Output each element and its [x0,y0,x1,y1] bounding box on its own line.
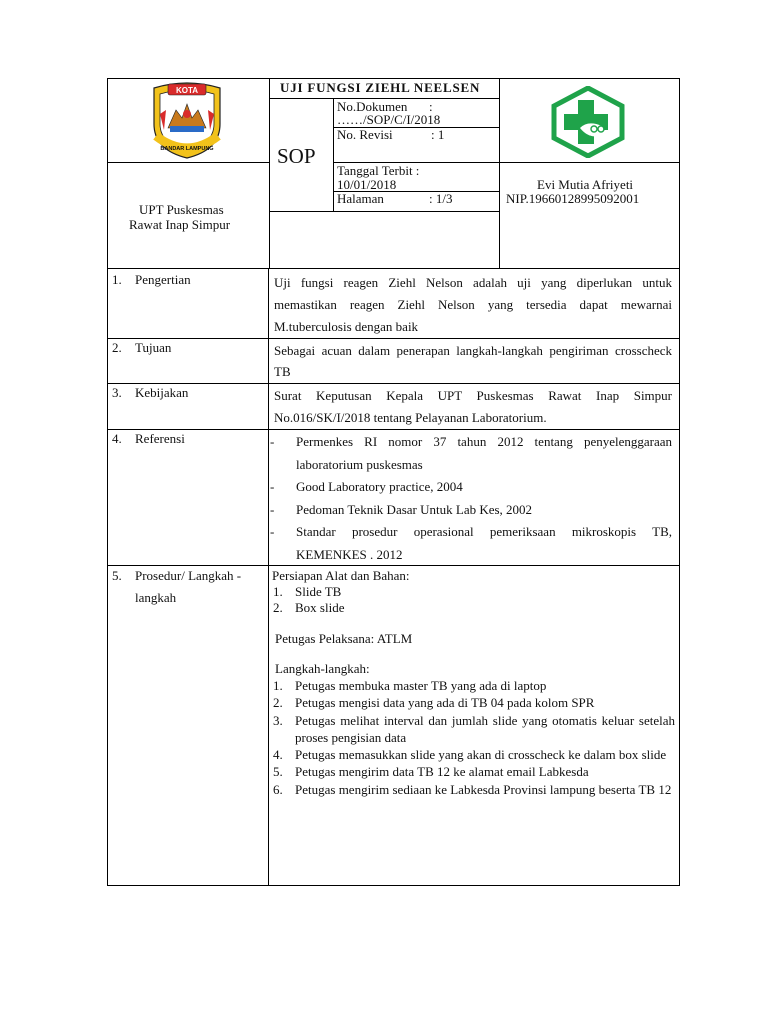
row-3-number: 3. [112,385,122,400]
table-border-top [107,78,680,79]
petugas-pelaksana: Petugas Pelaksana: ATLM [275,631,413,646]
row-4-label: Referensi [135,431,185,446]
row-1-label: Pengertian [135,272,191,287]
row-5-label-line1: Prosedur/ Langkah - [135,568,242,583]
revisi-label: No. Revisi [337,127,393,142]
list-item: - Permenkes RI nomor 37 tahun 2012 tentang penyelenggaraan laboratorium puskesmas [270,434,672,472]
logo-right-divider [499,162,679,163]
list-item: 6. Petugas mengirim sediaan ke Labkesda Provinsi lampung beserta TB 12 [273,781,672,797]
body-column-divider [268,268,269,886]
row-5-number: 5. [112,568,122,583]
row-2-number: 2. [112,340,122,355]
row-1-number: 1. [112,272,122,287]
row-3-label: Kebijakan [135,385,189,400]
list-item: 5. Petugas mengirim data TB 12 ke alamat email Labkesda [273,764,589,780]
puskesmas-logo [550,86,626,158]
header-divider-1 [269,78,270,269]
list-item: - Pedoman Teknik Dasar Untuk Lab Kes, 2002 [270,501,533,517]
steps-title: Langkah-langkah: [275,661,370,676]
table-border-left [107,78,108,886]
header-divider-2 [499,78,500,269]
signer-name: Evi Mutia Afriyeti [537,177,634,192]
org-name-line2: Rawat Inap Simpur [129,217,231,232]
row-1-bottom [107,338,680,339]
doc-no-value: ……/SOP/C/I/2018 [337,112,441,127]
doc-no-sep: : [429,99,433,114]
list-item: 2. Box slide [273,600,345,615]
list-item: 4. Petugas memasukkan slide yang akan di crosscheck ke dalam box slide [273,747,667,763]
row-2-bottom [107,383,680,384]
table-border-bottom [107,885,680,886]
reference-list [270,431,672,566]
halaman-underline [269,211,500,212]
row-4-number: 4. [112,431,122,446]
list-item: 3. Petugas melihat interval dan jumlah slide yang otomatis keluar setelah proses pengisian data [273,712,675,745]
logo-bandar-lampung-text: BANDAR LAMPUNG [160,146,214,152]
org-name-line1: UPT Puskesmas [139,202,224,217]
table-border-right [679,78,680,886]
list-item: 2. Petugas mengisi data yang ada di TB 04 pada kolom SPR [273,695,595,711]
prep-list [273,584,673,616]
steps-list [273,677,675,798]
header-divider-3 [333,98,334,211]
city-emblem-logo [146,80,228,160]
logo-kota-text: KOTA [175,86,199,95]
halaman-label: Halaman [337,191,384,206]
list-item: - Good Laboratory practice, 2004 [270,479,463,494]
halaman-value: : 1/3 [429,191,453,206]
doc-no-label: No.Dokumen [337,99,408,114]
list-item: 1. Petugas membuka master TB yang ada di laptop [273,678,547,693]
row-3-text: Surat Keputusan Kepala UPT Puskesmas Rawat Inap Simpur No.016/SK/I/2018 tentang Pelayanan Laboratorium. [274,388,672,425]
row-5-label-line2: langkah [135,590,177,605]
list-item: - Standar prosedur operasional pemeriksaan mikroskopis TB, KEMENKES . 2012 [270,524,672,562]
list-item: 1. Slide TB [273,584,342,599]
row-2-text: Sebagai acuan dalam penerapan langkah-langkah pengiriman crosscheck TB [274,343,672,379]
prep-title: Persiapan Alat dan Bahan: [272,568,410,583]
signer-nip: NIP.19660128995092001 [506,191,640,206]
row-2-label: Tujuan [135,340,172,355]
header-bottom [107,268,680,269]
document-title: UJI FUNGSI ZIEHL NEELSEN [280,80,481,95]
row-3-bottom [107,429,680,430]
revisi-value: : 1 [431,127,445,142]
row-1-text: Uji fungsi reagen Ziehl Nelson adalah uji yang diperlukan untuk memastikan reagen Ziehl Nelson yang tersedia dapat mewarnai M.tuberculosis dengan baik [274,275,672,334]
terbit-label: Tanggal Terbit : [337,163,420,178]
sop-label: SOP [277,144,316,168]
logo-left-divider [107,162,269,163]
terbit-value: 10/01/2018 [337,177,397,192]
